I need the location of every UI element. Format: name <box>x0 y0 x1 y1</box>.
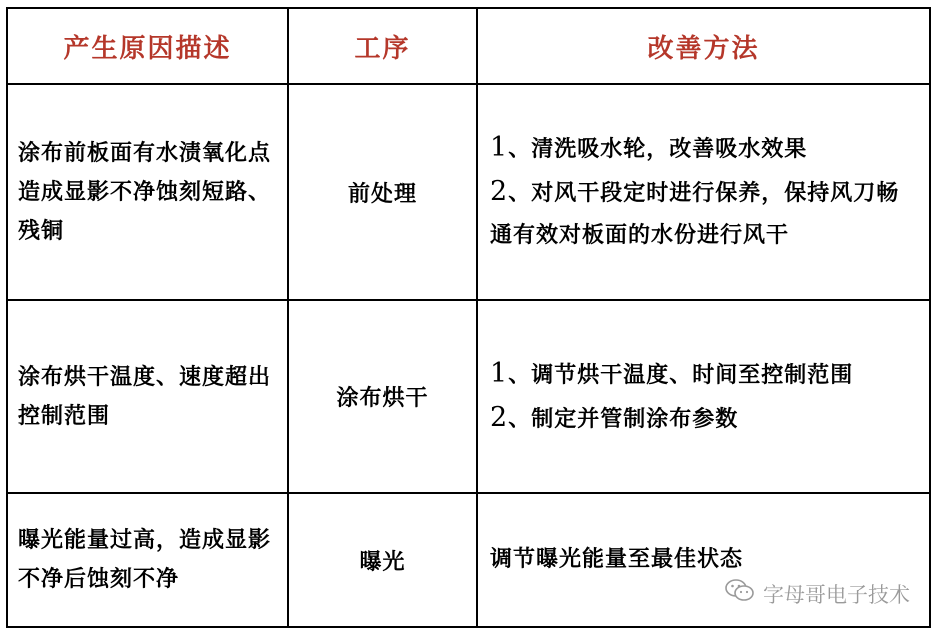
watermark-text: 字母哥电子技术 <box>763 582 910 607</box>
improvement-table <box>6 7 931 628</box>
item-text: 、制定并管制涂布参数 <box>508 406 739 432</box>
item-number: 1 <box>490 357 509 389</box>
header-cause: 产生原因描述 <box>7 8 288 84</box>
improvement-item <box>490 171 919 257</box>
improvement-item <box>490 539 919 581</box>
process-cell: 涂布烘干 <box>288 300 477 493</box>
header-improvement: 改善方法 <box>477 8 930 84</box>
item-text: 、清洗吸水轮，改善吸水效果 <box>508 137 808 162</box>
cause-cell: 曝光能量过高，造成显影不净后蚀刻不净 <box>7 493 288 627</box>
improvement-item <box>490 127 919 171</box>
item-text: 、对风干段定时进行保养，保持风刀畅通有效对板面的水份进行风干 <box>490 181 900 248</box>
improvement-cell <box>477 300 930 493</box>
item-number: 1 <box>490 132 509 163</box>
wechat-icon <box>725 578 763 609</box>
item-number: 2 <box>490 176 509 207</box>
process-cell: 前处理 <box>288 84 477 300</box>
table-row <box>7 84 930 300</box>
cause-cell: 涂布前板面有水渍氧化点造成显影不净蚀刻短路、残铜 <box>7 84 288 300</box>
table-row <box>7 300 930 493</box>
process-cell: 曝光 <box>288 493 477 627</box>
watermark <box>725 578 910 609</box>
cause-cell: 涂布烘干温度、速度超出控制范围 <box>7 300 288 493</box>
improvement-cell <box>477 84 930 300</box>
header-row <box>7 8 930 84</box>
item-text: 调节曝光能量至最佳状态 <box>490 547 744 572</box>
item-text: 、调节烘干温度、时间至控制范围 <box>508 362 854 388</box>
improvement-item <box>490 353 919 397</box>
header-process: 工序 <box>288 8 477 84</box>
improvement-item <box>490 397 919 441</box>
item-number: 2 <box>490 401 509 433</box>
